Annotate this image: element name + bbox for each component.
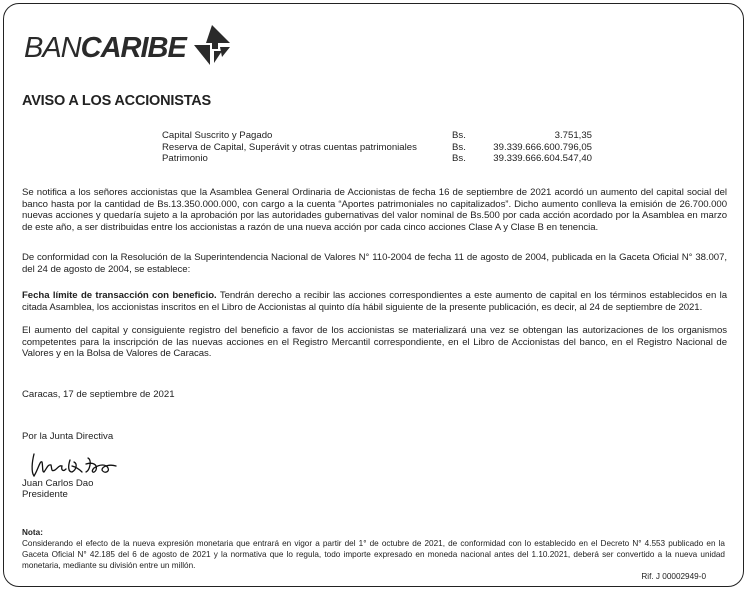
paragraph-resolution: De conformidad con la Resolución de la Superintendencia Nacional de Valores N° 110-2004 de fecha 11 de agosto de 2004, publicada en la Gaceta Oficial N° 38.007, del 24 de agosto de 2004, se establece:: [22, 252, 727, 275]
note-text: Considerando el efecto de la nueva expresión monetaria que entrará en vigor a partir del 1° de octubre de 2021, de conformidad con lo establecido en el Decreto N° 4.553 publicado en la Gaceta Oficial N° 42.185 del 6 de agosto de 2021 y la normativa que lo regula, todo importe expresado en moneda nacional antes del 1.10.2021, deberá ser convertido a la nueva unidad monetaria, mediante su división entre un millón.: [22, 539, 725, 570]
signer-role: Presidente: [22, 489, 68, 500]
logo-text-bold: CARIBE: [80, 31, 186, 64]
paragraph-deadline: [22, 290, 727, 313]
capital-currency: Bs.: [452, 141, 466, 153]
paragraph-capital-increase: Se notifica a los señores accionistas que la Asamblea General Ordinaria de Accionistas de fecha 16 de septiembre de 2021 acordó un aumento del capital social del banco hasta por la cantidad de Bs.13.350.000.000, con cargo a la cuenta “Aportes patrimoniales no capitalizados”. Dicho aumento conlleva la emisión de 26.700.000 nuevas acciones y quedaría sujeto a la aprobación por las autoridades gubernativas del valor nominal de Bs.500 por cada acción acordado por la Asamblea en marzo de este año, a ser distribuidas entre los accionistas a razón de una nueva acción por cada cinco acciones Clase A y Clase B en tenencia.: [22, 187, 727, 233]
deadline-lead: Fecha límite de transacción con beneficio.: [22, 290, 217, 301]
deadline-body: Tendrán derecho a recibir las acciones correspondientes a este aumento de capital en los términos establecidos en la citada Asamblea, los accionistas inscritos en el Libro de Accionistas al quinto día hábil siguiente de la presente publicación, es decir, al 24 de septiembre de 2021.: [22, 290, 727, 313]
capital-amount: 39.339.666.600.796,05: [493, 141, 592, 153]
rif-reference: Rif. J 00002949-0: [641, 572, 706, 581]
capital-label: Patrimonio: [162, 153, 208, 164]
notice-date: Caracas, 17 de septiembre de 2021: [22, 389, 175, 400]
signer-name: Juan Carlos Dao: [22, 478, 94, 489]
board-line: Por la Junta Directiva: [22, 431, 114, 442]
capital-currency: Bs.: [452, 130, 466, 141]
diamond-arrow-icon: [192, 23, 232, 67]
signature-image: [28, 450, 128, 480]
capital-label: Capital Suscrito y Pagado: [162, 130, 273, 141]
signer-block: [22, 478, 93, 500]
capital-row: [162, 142, 592, 154]
capital-label: Reserva de Capital, Superávit y otras cuentas patrimoniales: [162, 141, 417, 153]
capital-row: [162, 130, 592, 142]
page-title: AVISO A LOS ACCIONISTAS: [22, 93, 212, 109]
capital-row: [162, 153, 592, 165]
capital-table: [162, 130, 592, 165]
bancaribe-logo: [24, 28, 232, 68]
note-title: Nota:: [22, 528, 43, 537]
capital-amount: 3.751,35: [554, 130, 592, 141]
capital-amount: 39.339.666.604.547,40: [493, 153, 592, 164]
capital-currency: Bs.: [452, 153, 466, 164]
paragraph-registration: El aumento del capital y consiguiente registro del beneficio a favor de los accionistas se materializará una vez se obtengan las autorizaciones de los organismos competentes para la inscripción de las nuevas acciones en el Registro Mercantil correspondiente, en el Libro de Accionistas del banco, en el Registro Nacional de Valores y en la Bolsa de Valores de Caracas.: [22, 325, 727, 360]
logo-text-light: BAN: [24, 31, 81, 64]
logo-wordmark: [24, 31, 186, 64]
